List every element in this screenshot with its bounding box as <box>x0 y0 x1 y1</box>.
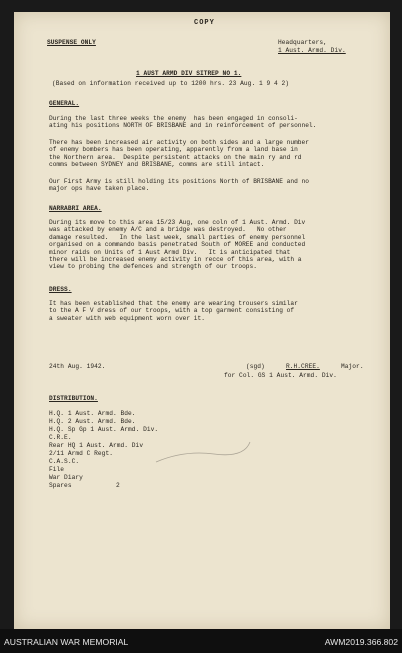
based-on-line: (Based on information received up to 1200 hrs. 23 Aug. 1 9 4 2) <box>52 80 290 87</box>
sitrep-title: 1 AUST ARMD DIV SITREP NO 1. <box>136 70 242 77</box>
dress-para-1: It has been established that the enemy are wearing trousers similar to the A F V dress of our troops, with a top garment consisting of a sweater with web equipment worn over it. <box>49 300 298 322</box>
signature-name: R.H.CREE. <box>286 363 320 370</box>
distribution-item: Spares <box>49 482 72 489</box>
general-heading: GENERAL. <box>49 100 80 107</box>
footer-bar <box>0 629 402 653</box>
narrabri-para-1: During its move to this area 15/23 Aug, one coln of 1 Aust. Armd. Div was attacked by enemy A/C and a bridge was destroyed. No other damage resulted. In the last week, small parties of enemy personnel organised on a commando basis penetrated South of MOREE and conducted minor raids on Units of 1 Aust Armd Div. It is anticipated that there will be increased enemy activity in recce of this area, with a view to probing the defences and strength of our troops. <box>49 219 306 271</box>
copy-stamp: COPY <box>194 19 215 27</box>
general-para-1: During the last three weeks the enemy has been engaged in consoli- ating his positions NORTH OF BRISBANE and in reinforcement of personnel. <box>49 115 317 130</box>
hq-line-1: Headquarters, <box>278 39 327 46</box>
distribution-item: C.A.S.C. <box>49 458 80 465</box>
signature-for: for Col. GS 1 Aust. Armd. Div. <box>224 372 337 379</box>
signature-rank: Major. <box>341 363 364 370</box>
general-para-2: There has been increased air activity on both sides and a large number of enemy bombers has been operating, apparently from a land base in the Northern area. Despite persistent attacks on the main ry and rd comms between SYDNEY and BRISBANE, comms are still intact. <box>49 139 309 169</box>
distribution-item: Rear HQ 1 Aust. Armd. Div <box>49 442 144 449</box>
document-page <box>14 12 390 629</box>
accession-number: AWM2019.366.802 <box>324 637 398 647</box>
institution-label: AUSTRALIAN WAR MEMORIAL <box>4 637 129 647</box>
general-para-3: Our First Army is still holding its positions North of BRISBANE and no major ops have taken place. <box>49 178 309 193</box>
distribution-item: 2/11 Armd C Regt. <box>49 450 113 457</box>
security-classification: SUSPENSE ONLY <box>47 39 96 46</box>
distribution-spares-count: 2 <box>116 482 120 489</box>
narrabri-heading: NARRABRI AREA. <box>49 205 102 212</box>
distribution-item: War Diary <box>49 474 83 481</box>
signature-sgd: (sgd) <box>246 363 265 370</box>
distribution-item: C.R.E. <box>49 434 72 441</box>
distribution-item: File <box>49 466 65 473</box>
signature-date: 24th Aug. 1942. <box>49 363 106 370</box>
hq-line-2: 1 Aust. Armd. Div. <box>278 47 346 54</box>
distribution-item: H.Q. 1 Aust. Armd. Bde. <box>49 410 136 417</box>
dress-heading: DRESS. <box>49 286 72 293</box>
distribution-item: H.Q. 2 Aust. Armd. Bde. <box>49 418 136 425</box>
distribution-item: H.Q. Sp Gp 1 Aust. Armd. Div. <box>49 426 159 433</box>
distribution-heading: DISTRIBUTION. <box>49 395 98 402</box>
pencil-annotation-mark <box>154 432 254 472</box>
